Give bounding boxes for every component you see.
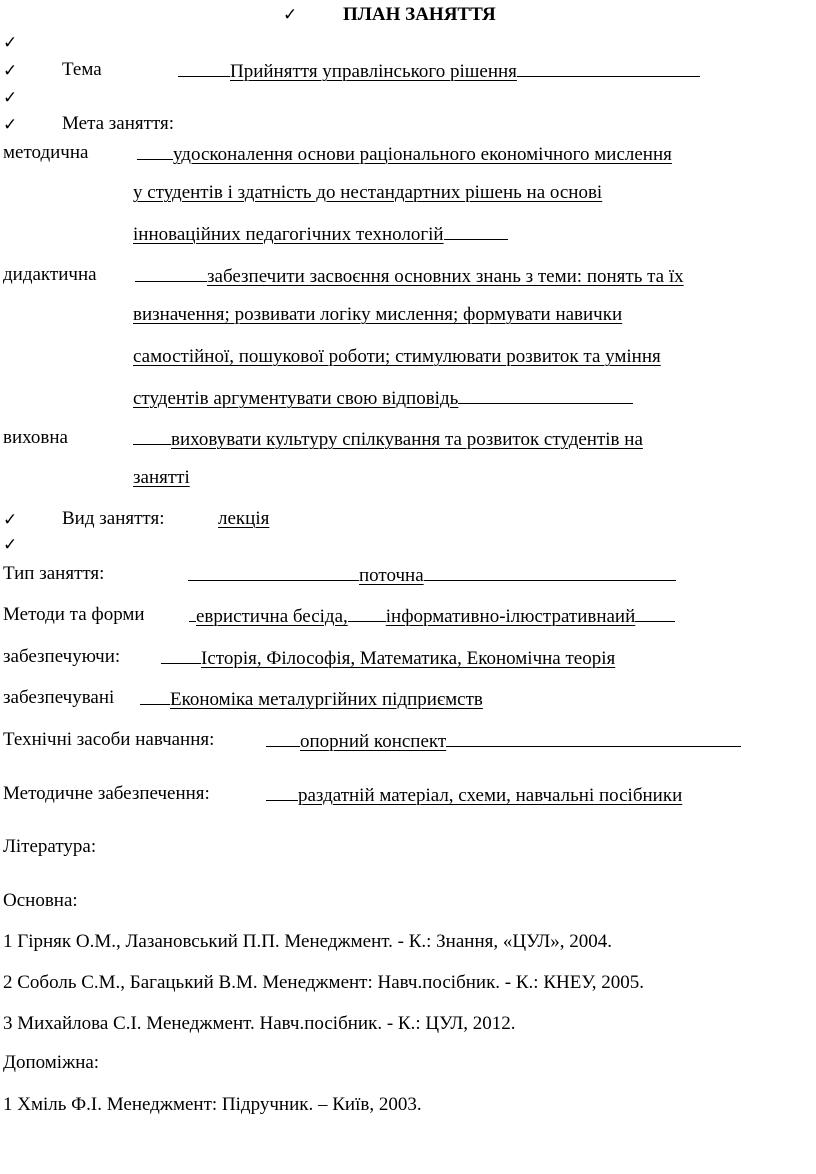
lesson-kind-text: лекція	[218, 508, 270, 529]
didactic-text: забезпечити засвоєння основних знань з теми: понять та їх	[207, 266, 684, 287]
lesson-type-value: поточна	[359, 565, 424, 586]
provided-value-line	[140, 686, 483, 712]
methodical-line-3	[133, 221, 508, 247]
check-icon: ✓	[3, 535, 18, 555]
goal-label: Мета заняття:	[62, 113, 175, 134]
educational-label: виховна	[3, 427, 68, 448]
methods-value-2: інформативно-ілюстративнаий	[385, 606, 636, 627]
check-icon: ✓	[3, 115, 18, 135]
lesson-type-value-line	[188, 562, 676, 588]
methods-value-line	[189, 603, 675, 629]
topic-label: Тема	[62, 59, 102, 80]
method-support-label: Методичне забезпечення:	[3, 783, 210, 804]
tech-means-label: Технічні засоби навчання:	[3, 729, 215, 750]
aux-literature-label: Допоміжна:	[3, 1052, 100, 1073]
providing-value-line	[161, 645, 615, 671]
providing-value: Історія, Філософія, Математика, Економічна теорія	[201, 648, 616, 669]
methods-label: Методи та форми	[3, 604, 145, 625]
check-icon: ✓	[283, 5, 298, 25]
didactic-text: визначення; розвивати логіку мислення; формувати навички	[133, 304, 623, 325]
didactic-line-1	[135, 263, 684, 289]
check-icon: ✓	[3, 510, 18, 530]
lesson-type-label: Тип заняття:	[3, 563, 105, 584]
lesson-kind-label: Вид заняття:	[62, 508, 165, 529]
educational-line-2	[133, 466, 190, 490]
check-icon: ✓	[3, 88, 18, 108]
methodical-text: у студентів і здатність до нестандартних рішень на основі	[133, 182, 603, 203]
didactic-text: самостійної, пошукової роботи; стимулювати розвиток та уміння	[133, 346, 661, 367]
main-literature-label: Основна:	[3, 890, 78, 911]
methodical-line-1	[137, 141, 672, 167]
tech-means-value-line	[266, 728, 741, 754]
methodical-label: методична	[3, 142, 89, 163]
literature-item: 2 Соболь С.М., Багацький В.М. Менеджмент: Навч.посібник. - К.: КНЕУ, 2005.	[3, 972, 644, 993]
educational-text: занятті	[133, 467, 190, 488]
didactic-line-3	[133, 345, 661, 369]
tech-means-value: опорний конспект	[300, 731, 447, 752]
topic-value: Прийняття управлінського рішення	[230, 61, 517, 82]
didactic-line-2	[133, 303, 622, 327]
check-icon: ✓	[3, 61, 18, 81]
method-support-value-line	[266, 782, 682, 808]
method-support-value: раздатній матеріал, схеми, навчальні посібники	[298, 785, 683, 806]
methodical-text: інноваційних педагогічних технологій	[133, 224, 444, 245]
didactic-line-4	[133, 385, 633, 411]
provided-label: забезпечувані	[3, 687, 115, 708]
didactic-text: студентів аргументувати свою відповідь	[133, 388, 459, 409]
educational-text: виховувати культуру спілкування та розвиток студентів на	[171, 429, 643, 450]
topic-value-line	[178, 58, 700, 84]
providing-label: забезпечуючи:	[3, 646, 121, 667]
page-title: ПЛАН ЗАНЯТТЯ	[343, 4, 496, 25]
methodical-line-2	[133, 181, 602, 205]
educational-line-1	[133, 426, 643, 452]
literature-item: 1 Хміль Ф.І. Менеджмент: Підручник. – Київ, 2003.	[3, 1094, 422, 1115]
provided-value: Економіка металургійних підприємств	[170, 689, 483, 710]
literature-item: 1 Гірняк О.М., Лазановський П.П. Менеджмент. - К.: Знання, «ЦУЛ», 2004.	[3, 931, 613, 952]
didactic-label: дидактична	[3, 264, 97, 285]
literature-label: Література:	[3, 836, 97, 857]
check-icon: ✓	[3, 33, 18, 53]
lesson-kind-value	[218, 507, 269, 531]
methodical-text: удосконалення основи раціонального економічного мислення	[173, 144, 672, 165]
literature-item: 3 Михайлова С.І. Менеджмент. Навч.посібник. - К.: ЦУЛ, 2012.	[3, 1013, 516, 1034]
methods-value-1: евристична бесіда,	[196, 606, 348, 627]
